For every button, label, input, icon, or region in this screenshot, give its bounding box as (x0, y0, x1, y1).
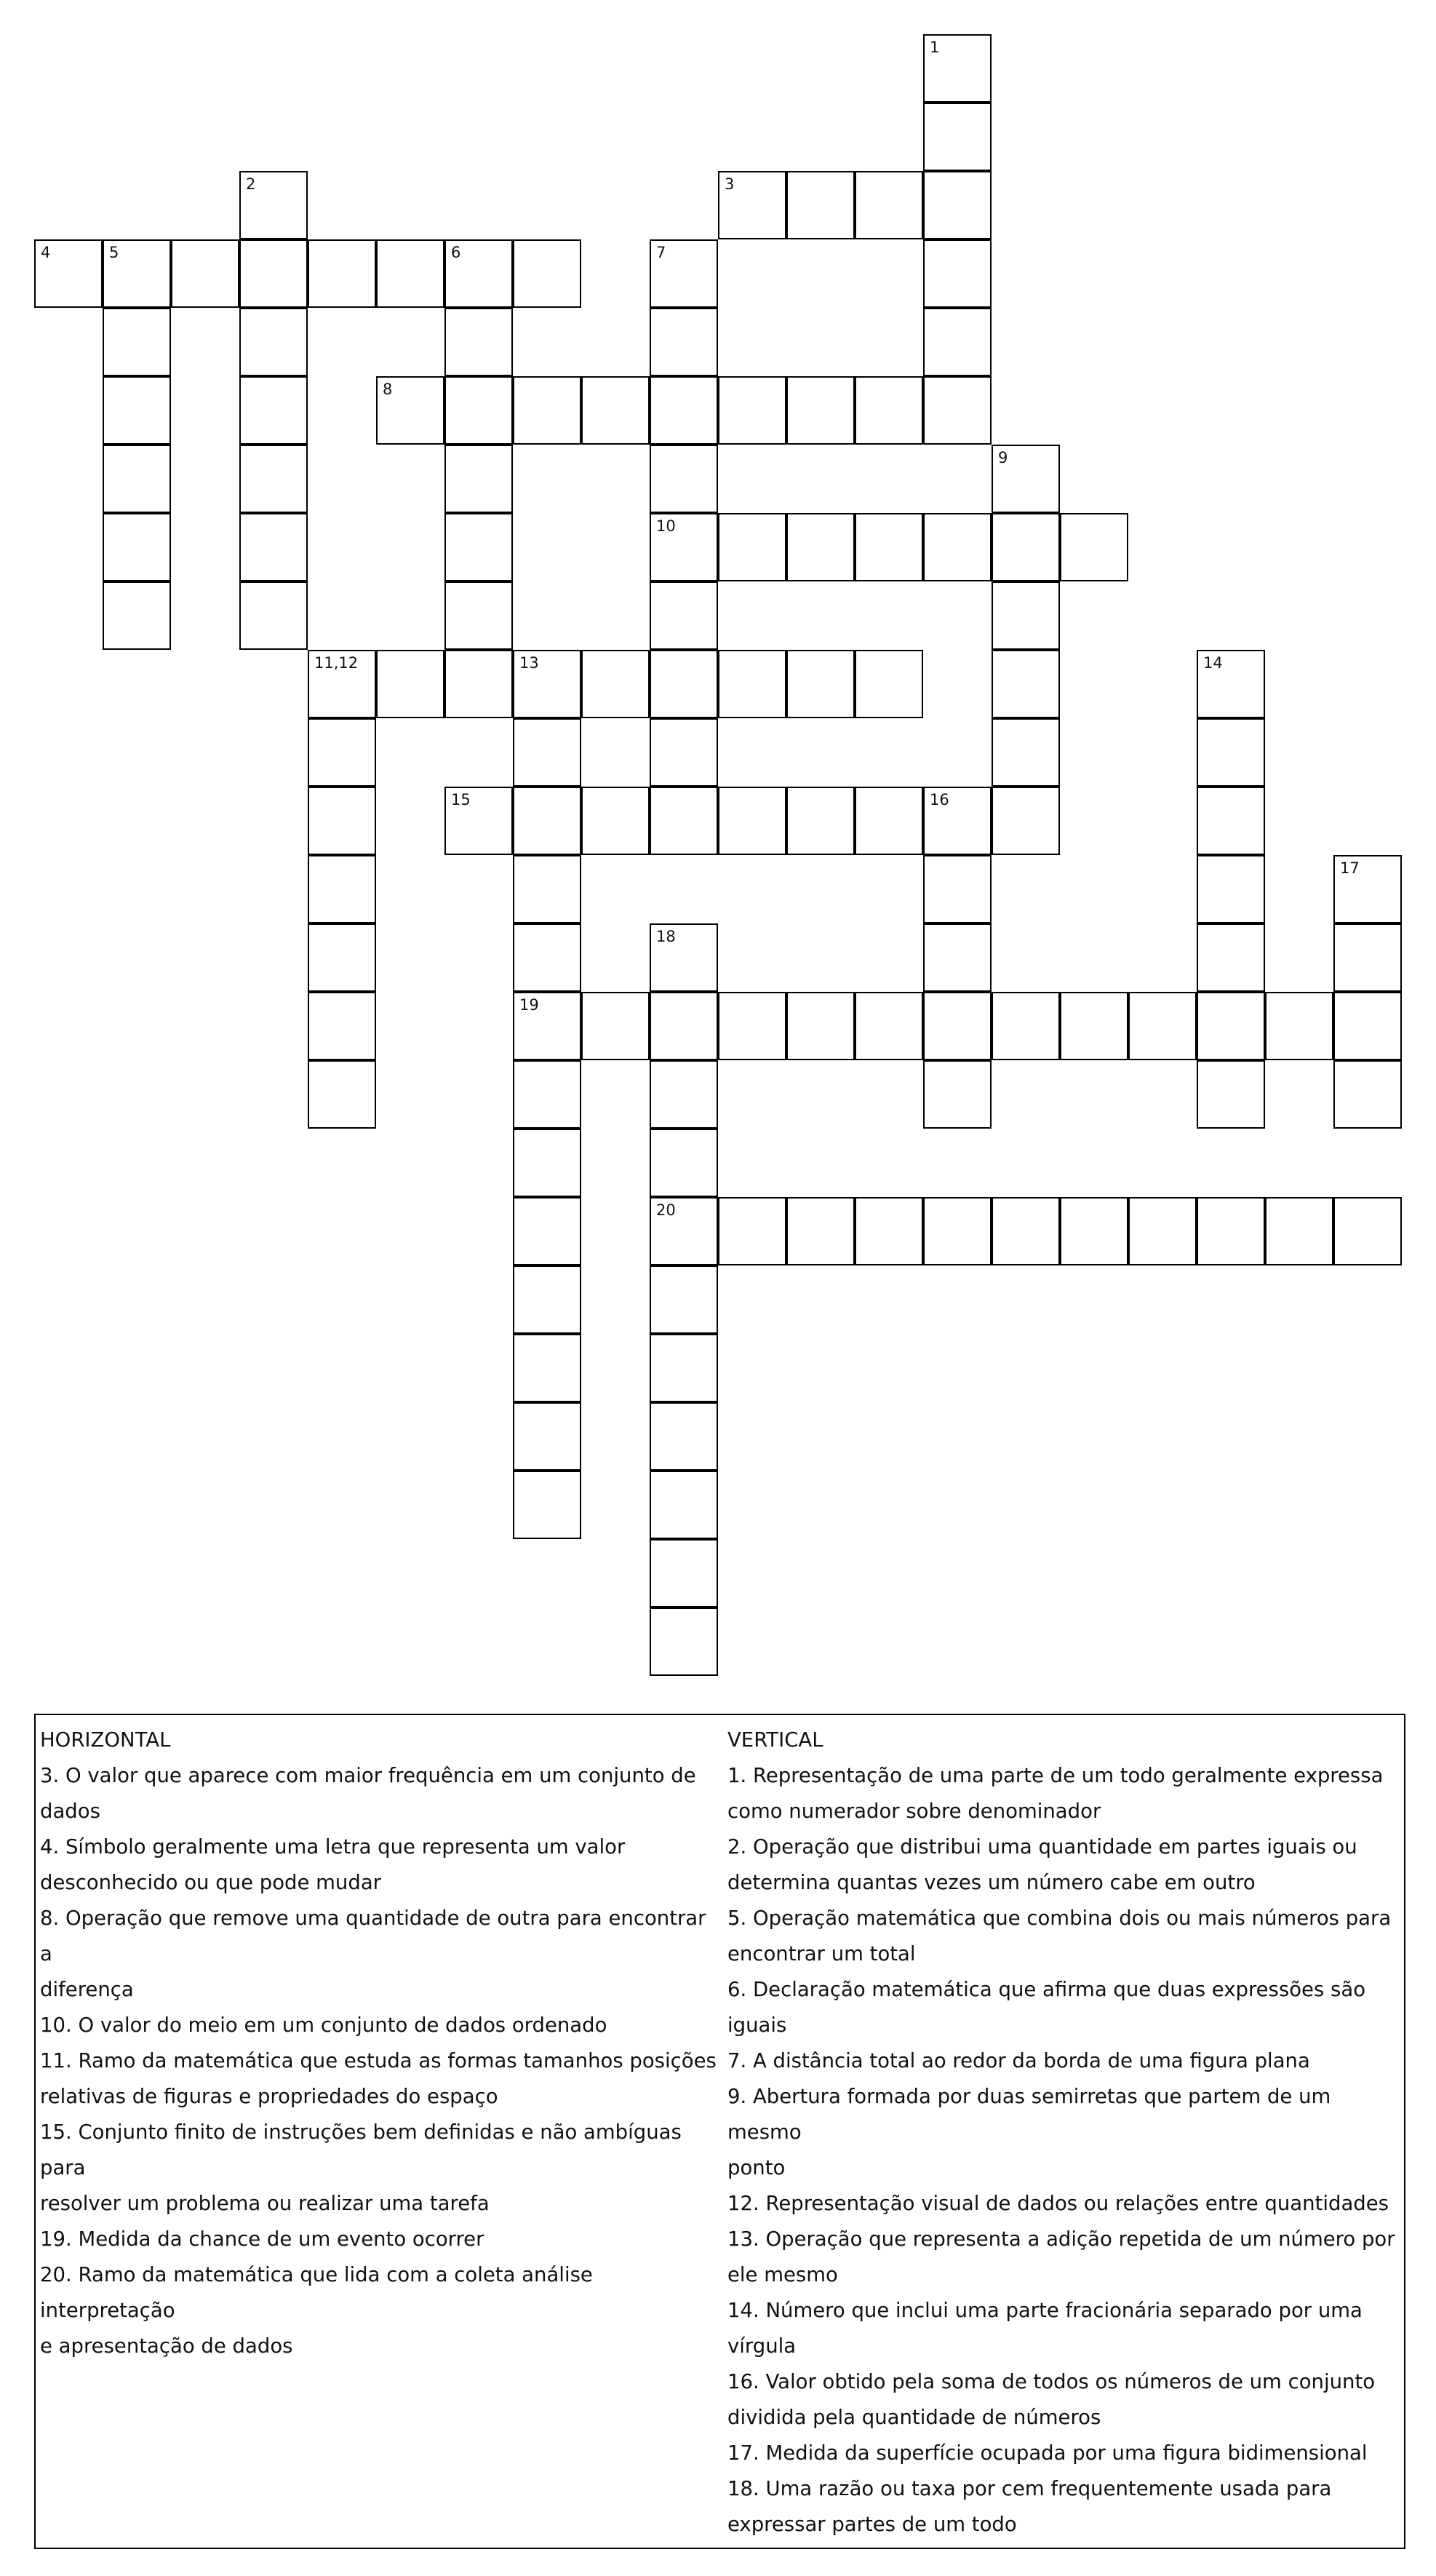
grid-cell[interactable] (1197, 1197, 1265, 1265)
grid-cell[interactable] (992, 650, 1060, 718)
grid-cell[interactable] (650, 992, 718, 1060)
vertical-clue-line: como numerador sobre denominador (727, 1800, 1101, 1823)
grid-cell[interactable] (650, 1129, 718, 1197)
grid-cell[interactable] (923, 787, 992, 855)
grid-cell[interactable] (650, 239, 718, 308)
grid-cell[interactable] (718, 1197, 786, 1265)
grid-cell[interactable] (718, 992, 786, 1060)
grid-cell[interactable] (239, 513, 308, 581)
vertical-clue-line: iguais (727, 2014, 787, 2037)
horizontal-clue-line: e apresentação de dados (40, 2334, 293, 2358)
horizontal-clue-list (40, 1758, 724, 2364)
grid-cell[interactable] (103, 239, 171, 308)
grid-cell[interactable] (855, 992, 923, 1060)
grid-cell[interactable] (855, 787, 923, 855)
grid-cell[interactable] (786, 787, 855, 855)
grid-cell[interactable] (513, 1402, 581, 1471)
grid-cell[interactable] (308, 1060, 376, 1129)
grid-cell[interactable] (923, 103, 992, 171)
grid-cell[interactable] (103, 376, 171, 445)
grid-cell[interactable] (513, 718, 581, 787)
clue-number: 17 (1340, 859, 1360, 877)
vertical-clue-line: 13. Operação que representa a adição repetida de um número por (727, 2227, 1395, 2251)
grid-cell[interactable] (444, 308, 513, 376)
horizontal-clue-line: dados (40, 1800, 100, 1823)
clue-number: 5 (109, 244, 119, 261)
grid-cell[interactable] (1265, 1197, 1333, 1265)
grid-cell[interactable] (444, 376, 513, 445)
vertical-clue-line: ele mesmo (727, 2263, 838, 2286)
grid-cell[interactable] (171, 239, 239, 308)
grid-cell[interactable] (513, 1129, 581, 1197)
grid-cell[interactable] (513, 1334, 581, 1402)
grid-cell[interactable] (1197, 650, 1265, 718)
grid-cell[interactable] (239, 171, 308, 239)
horizontal-clue-line: 15. Conjunto finito de instruções bem definidas e não ambíguas para (40, 2120, 682, 2179)
horizontal-clue-line: 10. O valor do meio em um conjunto de dados ordenado (40, 2014, 607, 2037)
grid-cell[interactable] (513, 239, 581, 308)
horizontal-clue-line: 11. Ramo da matemática que estuda as formas tamanhos posições (40, 2049, 717, 2072)
grid-cell[interactable] (444, 239, 513, 308)
vertical-clue-list (727, 1758, 1400, 2543)
grid-cell[interactable] (923, 1060, 992, 1129)
grid-cell[interactable] (1060, 513, 1128, 581)
grid-cell[interactable] (650, 718, 718, 787)
grid-cell[interactable] (581, 992, 650, 1060)
grid-cell[interactable] (1197, 718, 1265, 787)
grid-cell[interactable] (992, 787, 1060, 855)
grid-cell[interactable] (923, 1197, 992, 1265)
grid-cell[interactable] (513, 923, 581, 992)
grid-cell[interactable] (513, 1060, 581, 1129)
grid-cell[interactable] (718, 513, 786, 581)
grid-cell[interactable] (308, 787, 376, 855)
grid-cell[interactable] (923, 923, 992, 992)
grid-cell[interactable] (992, 992, 1060, 1060)
grid-cell[interactable] (1265, 992, 1333, 1060)
vertical-heading: VERTICAL (727, 1728, 823, 1752)
grid-cell[interactable] (1197, 787, 1265, 855)
grid-cell[interactable] (923, 855, 992, 923)
grid-cell[interactable] (786, 171, 855, 239)
grid-cell[interactable] (650, 650, 718, 718)
grid-cell[interactable] (1333, 855, 1402, 923)
grid-cell[interactable] (1333, 1197, 1402, 1265)
grid-cell[interactable] (718, 650, 786, 718)
clue-number: 15 (451, 791, 471, 808)
vertical-clue-line: 2. Operação que distribui uma quantidade em partes iguais ou (727, 1835, 1357, 1859)
grid-cell[interactable] (308, 855, 376, 923)
horizontal-clue-line: 8. Operação que remove uma quantidade de outra para encontrar a (40, 1907, 706, 1965)
clue-number: 7 (656, 244, 666, 261)
grid-cell[interactable] (855, 650, 923, 718)
grid-cell[interactable] (239, 239, 308, 308)
grid-cell[interactable] (650, 308, 718, 376)
vertical-clue-line: 18. Uma razão ou taxa por cem frequentemente usada para (727, 2477, 1332, 2500)
grid-cell[interactable] (513, 1471, 581, 1539)
grid-cell[interactable] (650, 923, 718, 992)
grid-cell[interactable] (581, 650, 650, 718)
grid-cell[interactable] (513, 650, 581, 718)
clue-number: 4 (41, 244, 51, 261)
grid-cell[interactable] (376, 239, 444, 308)
vertical-clue-line: 5. Operação matemática que combina dois ou mais números para (727, 1907, 1392, 1930)
horizontal-clue-line: diferença (40, 1978, 134, 2001)
clue-number: 13 (519, 654, 539, 672)
grid-cell[interactable] (786, 992, 855, 1060)
vertical-clue-line: 9. Abertura formada por duas semirretas que partem de um mesmo (727, 2085, 1331, 2144)
grid-cell[interactable] (444, 787, 513, 855)
clue-number: 14 (1203, 654, 1223, 672)
grid-cell[interactable] (444, 513, 513, 581)
grid-cell[interactable] (650, 787, 718, 855)
grid-cell[interactable] (786, 1197, 855, 1265)
grid-cell[interactable] (103, 308, 171, 376)
grid-cell[interactable] (376, 376, 444, 445)
grid-cell[interactable] (1060, 1197, 1128, 1265)
grid-cell[interactable] (650, 1471, 718, 1539)
grid-cell[interactable] (581, 376, 650, 445)
grid-cell[interactable] (855, 171, 923, 239)
vertical-clue-line: 7. A distância total ao redor da borda de uma figura plana (727, 2049, 1310, 2072)
clue-number: 2 (246, 175, 256, 193)
grid-cell[interactable] (718, 171, 786, 239)
grid-cell[interactable] (855, 1197, 923, 1265)
horizontal-clue-line: relativas de figuras e propriedades do espaço (40, 2085, 498, 2108)
grid-cell[interactable] (513, 992, 581, 1060)
clue-number: 10 (656, 517, 676, 535)
clue-number: 8 (383, 381, 393, 398)
vertical-clues (727, 1722, 1400, 2543)
vertical-clue-line: 1. Representação de uma parte de um todo geralmente expressa (727, 1764, 1384, 1787)
vertical-clue-line: 14. Número que inclui uma parte fracionária separado por uma (727, 2299, 1363, 2322)
grid-cell[interactable] (650, 1334, 718, 1402)
grid-cell[interactable] (1197, 1060, 1265, 1129)
clue-number: 16 (930, 791, 949, 808)
grid-cell[interactable] (308, 992, 376, 1060)
grid-cell[interactable] (923, 992, 992, 1060)
clue-number: 9 (998, 449, 1008, 466)
grid-cell[interactable] (1128, 992, 1197, 1060)
grid-cell[interactable] (718, 376, 786, 445)
grid-cell[interactable] (923, 171, 992, 239)
grid-cell[interactable] (1333, 1060, 1402, 1129)
grid-cell[interactable] (1197, 855, 1265, 923)
grid-cell[interactable] (992, 513, 1060, 581)
grid-cell[interactable] (239, 581, 308, 650)
grid-cell[interactable] (444, 581, 513, 650)
grid-cell[interactable] (650, 1539, 718, 1607)
grid-cell[interactable] (650, 1607, 718, 1676)
horizontal-clue-line: 4. Símbolo geralmente uma letra que representa um valor (40, 1835, 626, 1859)
grid-cell[interactable] (786, 650, 855, 718)
clue-number: 6 (451, 244, 461, 261)
grid-cell[interactable] (992, 445, 1060, 513)
grid-cell[interactable] (786, 513, 855, 581)
grid-cell[interactable] (650, 1060, 718, 1129)
horizontal-clue-line: desconhecido ou que pode mudar (40, 1871, 381, 1894)
grid-cell[interactable] (308, 239, 376, 308)
grid-cell[interactable] (103, 445, 171, 513)
horizontal-clue-line: 20. Ramo da matemática que lida com a coleta análise interpretação (40, 2263, 593, 2322)
vertical-clue-line: vírgula (727, 2334, 797, 2358)
grid-cell[interactable] (650, 1265, 718, 1334)
grid-cell[interactable] (444, 650, 513, 718)
grid-cell[interactable] (650, 1197, 718, 1265)
grid-cell[interactable] (1060, 992, 1128, 1060)
clues-box (34, 1714, 1405, 2549)
grid-cell[interactable] (103, 581, 171, 650)
grid-cell[interactable] (513, 376, 581, 445)
vertical-clue-line: 16. Valor obtido pela soma de todos os números de um conjunto (727, 2370, 1376, 2393)
horizontal-clue-line: 19. Medida da chance de um evento ocorrer (40, 2227, 484, 2251)
grid-cell[interactable] (992, 718, 1060, 787)
grid-cell[interactable] (103, 513, 171, 581)
vertical-clue-line: expressar partes de um todo (727, 2513, 1017, 2536)
vertical-clue-line: encontrar um total (727, 1942, 916, 1965)
grid-cell[interactable] (992, 1197, 1060, 1265)
grid-cell[interactable] (650, 581, 718, 650)
vertical-clue-line: determina quantas vezes um número cabe em outro (727, 1871, 1256, 1894)
vertical-clue-line: 12. Representação visual de dados ou relações entre quantidades (727, 2192, 1389, 2215)
horizontal-clue-line: resolver um problema ou realizar uma tarefa (40, 2192, 490, 2215)
horizontal-clue-line: 3. O valor que aparece com maior frequência em um conjunto de (40, 1764, 696, 1787)
horizontal-clues (40, 1722, 724, 2364)
grid-cell[interactable] (444, 445, 513, 513)
grid-cell[interactable] (513, 1265, 581, 1334)
grid-cell[interactable] (513, 855, 581, 923)
grid-cell[interactable] (1333, 923, 1402, 992)
grid-cell[interactable] (239, 376, 308, 445)
grid-cell[interactable] (1333, 992, 1402, 1060)
grid-cell[interactable] (650, 445, 718, 513)
clue-number: 18 (656, 928, 676, 945)
clue-number: 20 (656, 1201, 676, 1219)
grid-cell[interactable] (1197, 992, 1265, 1060)
grid-cell[interactable] (923, 308, 992, 376)
clue-number: 1 (930, 39, 940, 56)
grid-cell[interactable] (650, 1402, 718, 1471)
vertical-clue-line: 6. Declaração matemática que afirma que duas expressões são (727, 1978, 1366, 2001)
grid-cell[interactable] (923, 239, 992, 308)
grid-cell[interactable] (308, 923, 376, 992)
vertical-clue-line: dividida pela quantidade de números (727, 2406, 1101, 2429)
grid-cell[interactable] (923, 34, 992, 103)
grid-cell[interactable] (923, 513, 992, 581)
vertical-clue-line: 17. Medida da superfície ocupada por uma figura bidimensional (727, 2441, 1368, 2465)
grid-cell[interactable] (239, 445, 308, 513)
grid-cell[interactable] (34, 239, 103, 308)
grid-cell[interactable] (513, 1197, 581, 1265)
grid-cell[interactable] (581, 787, 650, 855)
grid-cell[interactable] (1128, 1197, 1197, 1265)
grid-cell[interactable] (308, 718, 376, 787)
clue-number: 11,12 (314, 654, 359, 672)
grid-cell[interactable] (650, 513, 718, 581)
grid-cell[interactable] (1197, 923, 1265, 992)
grid-cell[interactable] (718, 787, 786, 855)
grid-cell[interactable] (308, 650, 376, 718)
vertical-clue-line: ponto (727, 2156, 786, 2179)
grid-cell[interactable] (650, 376, 718, 445)
grid-cell[interactable] (992, 581, 1060, 650)
clue-number: 3 (725, 175, 735, 193)
grid-cell[interactable] (786, 376, 855, 445)
grid-cell[interactable] (239, 308, 308, 376)
grid-cell[interactable] (376, 650, 444, 718)
grid-cell[interactable] (513, 787, 581, 855)
grid-cell[interactable] (855, 376, 923, 445)
grid-cell[interactable] (855, 513, 923, 581)
grid-cell[interactable] (923, 376, 992, 445)
clue-number: 19 (519, 996, 539, 1014)
horizontal-heading: HORIZONTAL (40, 1728, 171, 1752)
